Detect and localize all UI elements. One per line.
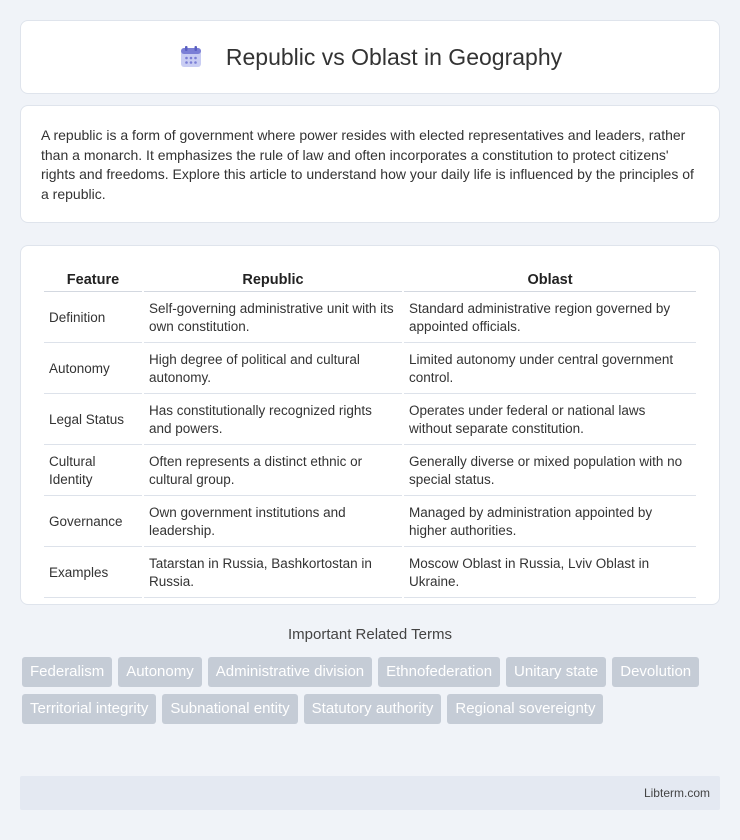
row-republic: High degree of political and cultural autonomy. bbox=[144, 345, 402, 394]
table-row bbox=[44, 294, 696, 343]
row-feature: Autonomy bbox=[44, 345, 142, 394]
footer bbox=[20, 776, 720, 810]
table-row bbox=[44, 447, 696, 496]
comparison-table-card bbox=[20, 245, 720, 605]
table-row bbox=[44, 549, 696, 598]
header-feature: Feature bbox=[44, 270, 142, 292]
row-republic: Own government institutions and leadership. bbox=[144, 498, 402, 547]
related-terms-title: Important Related Terms bbox=[288, 626, 452, 643]
header-republic: Republic bbox=[144, 270, 402, 292]
tag-regional-sovereignty[interactable]: Regional sovereignty bbox=[447, 694, 603, 724]
tag-subnational-entity[interactable]: Subnational entity bbox=[162, 694, 297, 724]
tag-statutory-authority[interactable]: Statutory authority bbox=[304, 694, 442, 724]
row-feature: Examples bbox=[44, 549, 142, 598]
tag-territorial-integrity[interactable]: Territorial integrity bbox=[22, 694, 156, 724]
header-card bbox=[20, 20, 720, 94]
row-feature: Definition bbox=[44, 294, 142, 343]
table-header-row bbox=[44, 270, 696, 292]
row-feature: Governance bbox=[44, 498, 142, 547]
intro-card bbox=[20, 105, 720, 223]
page-title: Republic vs Oblast in Geography bbox=[225, 43, 563, 70]
row-republic: Has constitutionally recognized rights and powers. bbox=[144, 396, 402, 445]
row-oblast: Moscow Oblast in Russia, Lviv Oblast in Ukraine. bbox=[404, 549, 696, 598]
tag-ethnofederation[interactable]: Ethnofederation bbox=[378, 657, 500, 687]
header-oblast: Oblast bbox=[404, 270, 696, 292]
tag-autonomy[interactable]: Autonomy bbox=[118, 657, 202, 687]
related-terms-tags bbox=[22, 657, 722, 724]
footer-site-link[interactable]: Libterm.com bbox=[643, 786, 710, 800]
row-oblast: Limited autonomy under central government control. bbox=[404, 345, 696, 394]
calendar-icon bbox=[178, 44, 204, 70]
row-republic: Often represents a distinct ethnic or cultural group. bbox=[144, 447, 402, 496]
row-republic: Tatarstan in Russia, Bashkortostan in Russia. bbox=[144, 549, 402, 598]
row-oblast: Generally diverse or mixed population with no special status. bbox=[404, 447, 696, 496]
comparison-table bbox=[42, 268, 698, 600]
row-feature: Cultural Identity bbox=[44, 447, 142, 496]
tag-unitary-state[interactable]: Unitary state bbox=[506, 657, 606, 687]
tag-devolution[interactable]: Devolution bbox=[612, 657, 699, 687]
tag-federalism[interactable]: Federalism bbox=[22, 657, 112, 687]
table-row bbox=[44, 345, 696, 394]
row-republic: Self-governing administrative unit with its own constitution. bbox=[144, 294, 402, 343]
table-row bbox=[44, 396, 696, 445]
tag-administrative-division[interactable]: Administrative division bbox=[208, 657, 372, 687]
row-oblast: Operates under federal or national laws without separate constitution. bbox=[404, 396, 696, 445]
table-row bbox=[44, 498, 696, 547]
row-feature: Legal Status bbox=[44, 396, 142, 445]
row-oblast: Standard administrative region governed by appointed officials. bbox=[404, 294, 696, 343]
row-oblast: Managed by administration appointed by higher authorities. bbox=[404, 498, 696, 547]
intro-text: A republic is a form of government where power resides with elected representatives and leaders, rather than a monarch. It emphasizes the rule of law and often incorporates a constitution to protect citizens' rights and freedoms. Explore this article to understand how your daily life is influenced by the principles of a republic. bbox=[41, 127, 694, 202]
